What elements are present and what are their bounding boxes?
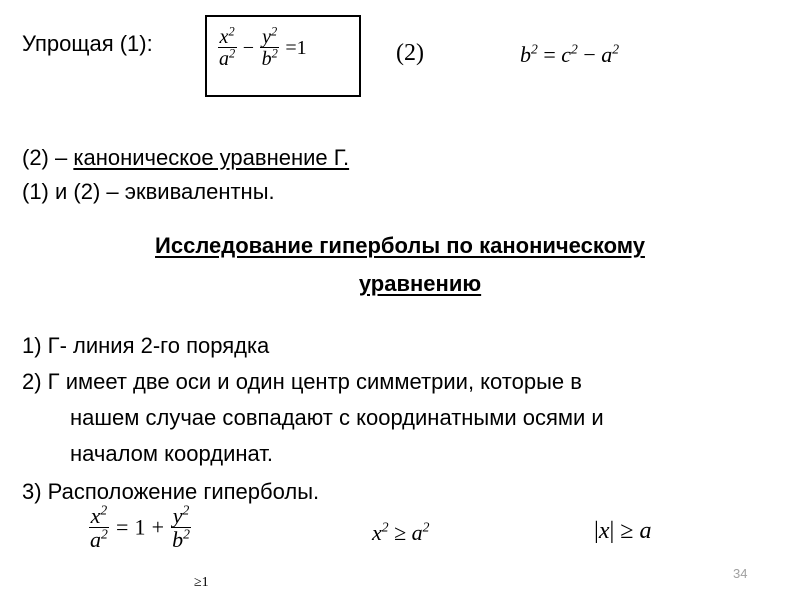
exp: 2 (271, 46, 278, 61)
equals-sign: = (543, 42, 556, 67)
var-b: b (520, 42, 531, 67)
list-item-3: 3) Расположение гиперболы. (22, 479, 320, 504)
exp: 2 (571, 41, 578, 57)
fraction-y2-b2 (260, 24, 280, 70)
list-item-2-line2: нашем случае совпадают с координатными осями и (70, 405, 604, 430)
exp: 2 (101, 526, 108, 542)
canonical-equation-text: каноническое уравнение Г. (73, 145, 350, 170)
exp: 2 (100, 502, 108, 518)
exp: 2 (381, 519, 389, 535)
plus-sign: + (151, 514, 165, 540)
one: 1 (296, 36, 307, 59)
exp: 2 (531, 41, 538, 57)
geq-sign: ≥ (620, 518, 634, 544)
hyperbola-equation (217, 24, 307, 70)
line-prefix: (2) – (22, 145, 74, 170)
canonical-equation-line (22, 144, 349, 172)
var-a: a (601, 42, 613, 67)
rearranged-equation (88, 502, 192, 552)
fraction-x2-a2 (88, 502, 110, 552)
simplify-label: Упрощая (1): (22, 31, 153, 56)
var-a: a (90, 527, 101, 552)
minus-sign: − (242, 36, 255, 59)
var-x: x (598, 518, 610, 544)
exp: 2 (228, 24, 235, 39)
var-x: x (90, 503, 101, 528)
equation-box (205, 15, 361, 97)
equals-sign: = (115, 514, 129, 540)
section-heading-line1: Исследование гиперболы по каноническому (155, 233, 645, 258)
one: 1 (134, 514, 146, 540)
var-y: y (262, 26, 272, 48)
list-item-1: 1) Г- линия 2-го порядка (22, 333, 270, 358)
page-number: 34 (733, 566, 748, 581)
var-b: b (172, 527, 184, 552)
var-b: b (261, 48, 272, 70)
equivalence-line: (1) и (2) – эквивалентны. (22, 179, 275, 204)
var-a: a (219, 48, 229, 70)
abs-bar-right: | (609, 518, 615, 544)
exp: 2 (271, 24, 278, 39)
fraction-x2-a2 (217, 24, 237, 70)
geq-one-label: ≥1 (194, 575, 209, 590)
var-a: a (639, 518, 652, 544)
section-heading-line2: уравнению (358, 271, 482, 296)
exp: 2 (182, 502, 190, 518)
geq-sign: ≥ (394, 520, 407, 545)
list-item-2-line3: началом координат. (70, 441, 274, 466)
var-x: x (372, 520, 382, 545)
equation-2-label: (2) (396, 40, 424, 66)
exp: 2 (422, 519, 430, 535)
var-x: x (219, 26, 229, 48)
abs-bar-left: | (594, 518, 599, 544)
list-item-2-line1: 2) Г имеет две оси и один центр симметрии, которые в (22, 369, 582, 394)
exp: 2 (612, 41, 620, 57)
var-a: a (411, 520, 423, 545)
minus-sign: − (583, 42, 596, 67)
x2-geq-a2 (372, 520, 429, 546)
b-squared-equation (520, 42, 619, 68)
fraction-y2-b2 (170, 502, 192, 552)
exp: 2 (229, 46, 236, 61)
equals-sign: = (285, 36, 297, 59)
exp: 2 (183, 526, 190, 542)
var-y: y (172, 503, 183, 528)
var-c: c (561, 42, 571, 67)
abs-x-geq-a (594, 518, 651, 545)
